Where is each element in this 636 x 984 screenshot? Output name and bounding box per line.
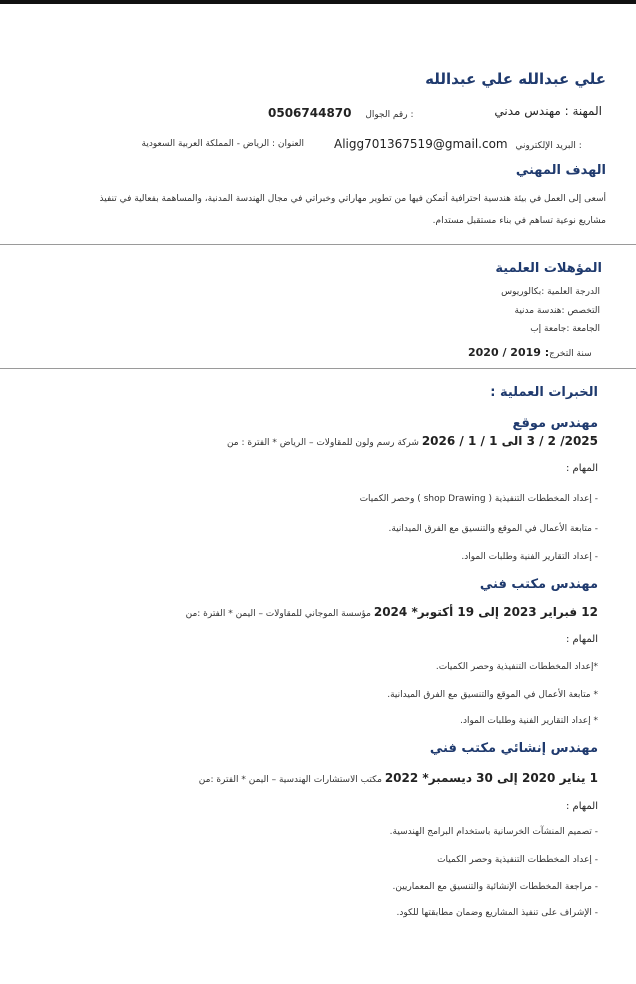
job-2-task: * متابعة الأعمال في الموقع والتنسيق مع الفرق الميدانية. xyxy=(387,690,598,700)
job-1-company: شركة رسم ولون للمقاولات – الرياض * الفترة : من xyxy=(226,438,419,448)
job-1-task: - إعداد التقارير الفنية وطلبات المواد. xyxy=(461,552,598,562)
top-border xyxy=(0,0,636,4)
job-1-period: 2025/ 2 / 3 الى 1 / 1 / 2026 xyxy=(421,434,598,448)
resume-name: علي عبدالله علي عبدالله xyxy=(425,70,606,88)
job-2-period: 12 فبراير 2023 إلى 19 أكتوبر* 2024 xyxy=(373,605,598,619)
job-3-task: - مراجعة المخططات الإنشائية والتنسيق مع المعماريين. xyxy=(392,882,598,892)
job-2-tasks-label: المهام : xyxy=(565,634,598,645)
job-2-task: *إعداد المخططات التنفيذية وحصر الكميات. xyxy=(435,662,598,672)
email-row xyxy=(334,137,582,151)
job-3-task: - إعداد المخططات التنفيذية وحصر الكميات xyxy=(437,855,598,865)
objective-line-2: مشاريع نوعية تساهم في بناء مستقبل مستدام. xyxy=(432,216,606,226)
job-1-tasks-label: المهام : xyxy=(565,463,598,474)
objective-line-1: أسعى إلى العمل في بيئة هندسية احترافية أتمكن فيها من تطوير مهاراتي وخبراتي في مجال الهندسة المدنية، والمساهمة بفعالية في تنفيذ xyxy=(99,194,606,204)
mobile-value: 0506744870 xyxy=(268,106,352,120)
job-1-task: - إعداد المخططات التنفيذية ( shop Drawing ) وحصر الكميات xyxy=(359,494,598,504)
divider xyxy=(0,368,636,369)
job-2-task: * إعداد التقارير الفنية وطلبات المواد. xyxy=(460,716,598,726)
job-3-task: - تصميم المنشآت الخرسانية باستخدام البرامج الهندسية. xyxy=(389,827,598,837)
job-2-company: مؤسسة الموجاني للمقاولات – اليمن * الفترة :من xyxy=(185,609,371,619)
profession: المهنة : مهندس مدني xyxy=(494,104,602,118)
graduation-row xyxy=(468,341,592,360)
job-3-title: مهندس إنشائي مكتب فني xyxy=(429,741,598,756)
mobile-label: رقم الجوال : xyxy=(365,110,414,120)
job-3-company: مكتب الاستشارات الهندسية – اليمن * الفترة :من xyxy=(198,775,382,785)
education-degree: الدرجة العلمية :بكالوريوس xyxy=(501,287,600,297)
education-university: الجامعة :جامعة إب xyxy=(530,324,600,334)
job-3-period: 1 يناير 2020 إلى 30 ديسمبر* 2022 xyxy=(384,771,598,785)
experience-title: الخبرات العملية : xyxy=(490,385,598,400)
job-1-task: - متابعة الأعمال في الموقع والتنسيق مع الفرق الميدانية. xyxy=(388,524,598,534)
email-value[interactable]: Aligg701367519@gmail.com xyxy=(334,137,508,151)
job-2-company-row xyxy=(182,605,598,619)
education-title: المؤهلات العلمية xyxy=(495,261,602,276)
job-2-title: مهندس مكتب فني xyxy=(479,577,598,592)
mobile-row xyxy=(268,106,413,120)
job-1-company-row xyxy=(223,434,598,448)
graduation-value: 2020 / 2019 : xyxy=(468,346,550,359)
email-label: البريد الإلكتروني : xyxy=(515,141,582,151)
job-3-company-row xyxy=(195,771,598,785)
education-major: التخصص :هندسة مدنية xyxy=(514,306,600,316)
job-1-title: مهندس موقع xyxy=(512,416,598,431)
objective-title: الهدف المهني xyxy=(515,163,606,178)
graduation-label: سنة التخرج xyxy=(549,349,592,359)
address: العنوان : الرياض - المملكة العربية السعودية xyxy=(141,139,304,149)
job-3-task: - الإشراف على تنفيذ المشاريع وضمان مطابقتها للكود. xyxy=(396,908,598,918)
job-3-tasks-label: المهام : xyxy=(565,801,598,812)
divider xyxy=(0,244,636,245)
